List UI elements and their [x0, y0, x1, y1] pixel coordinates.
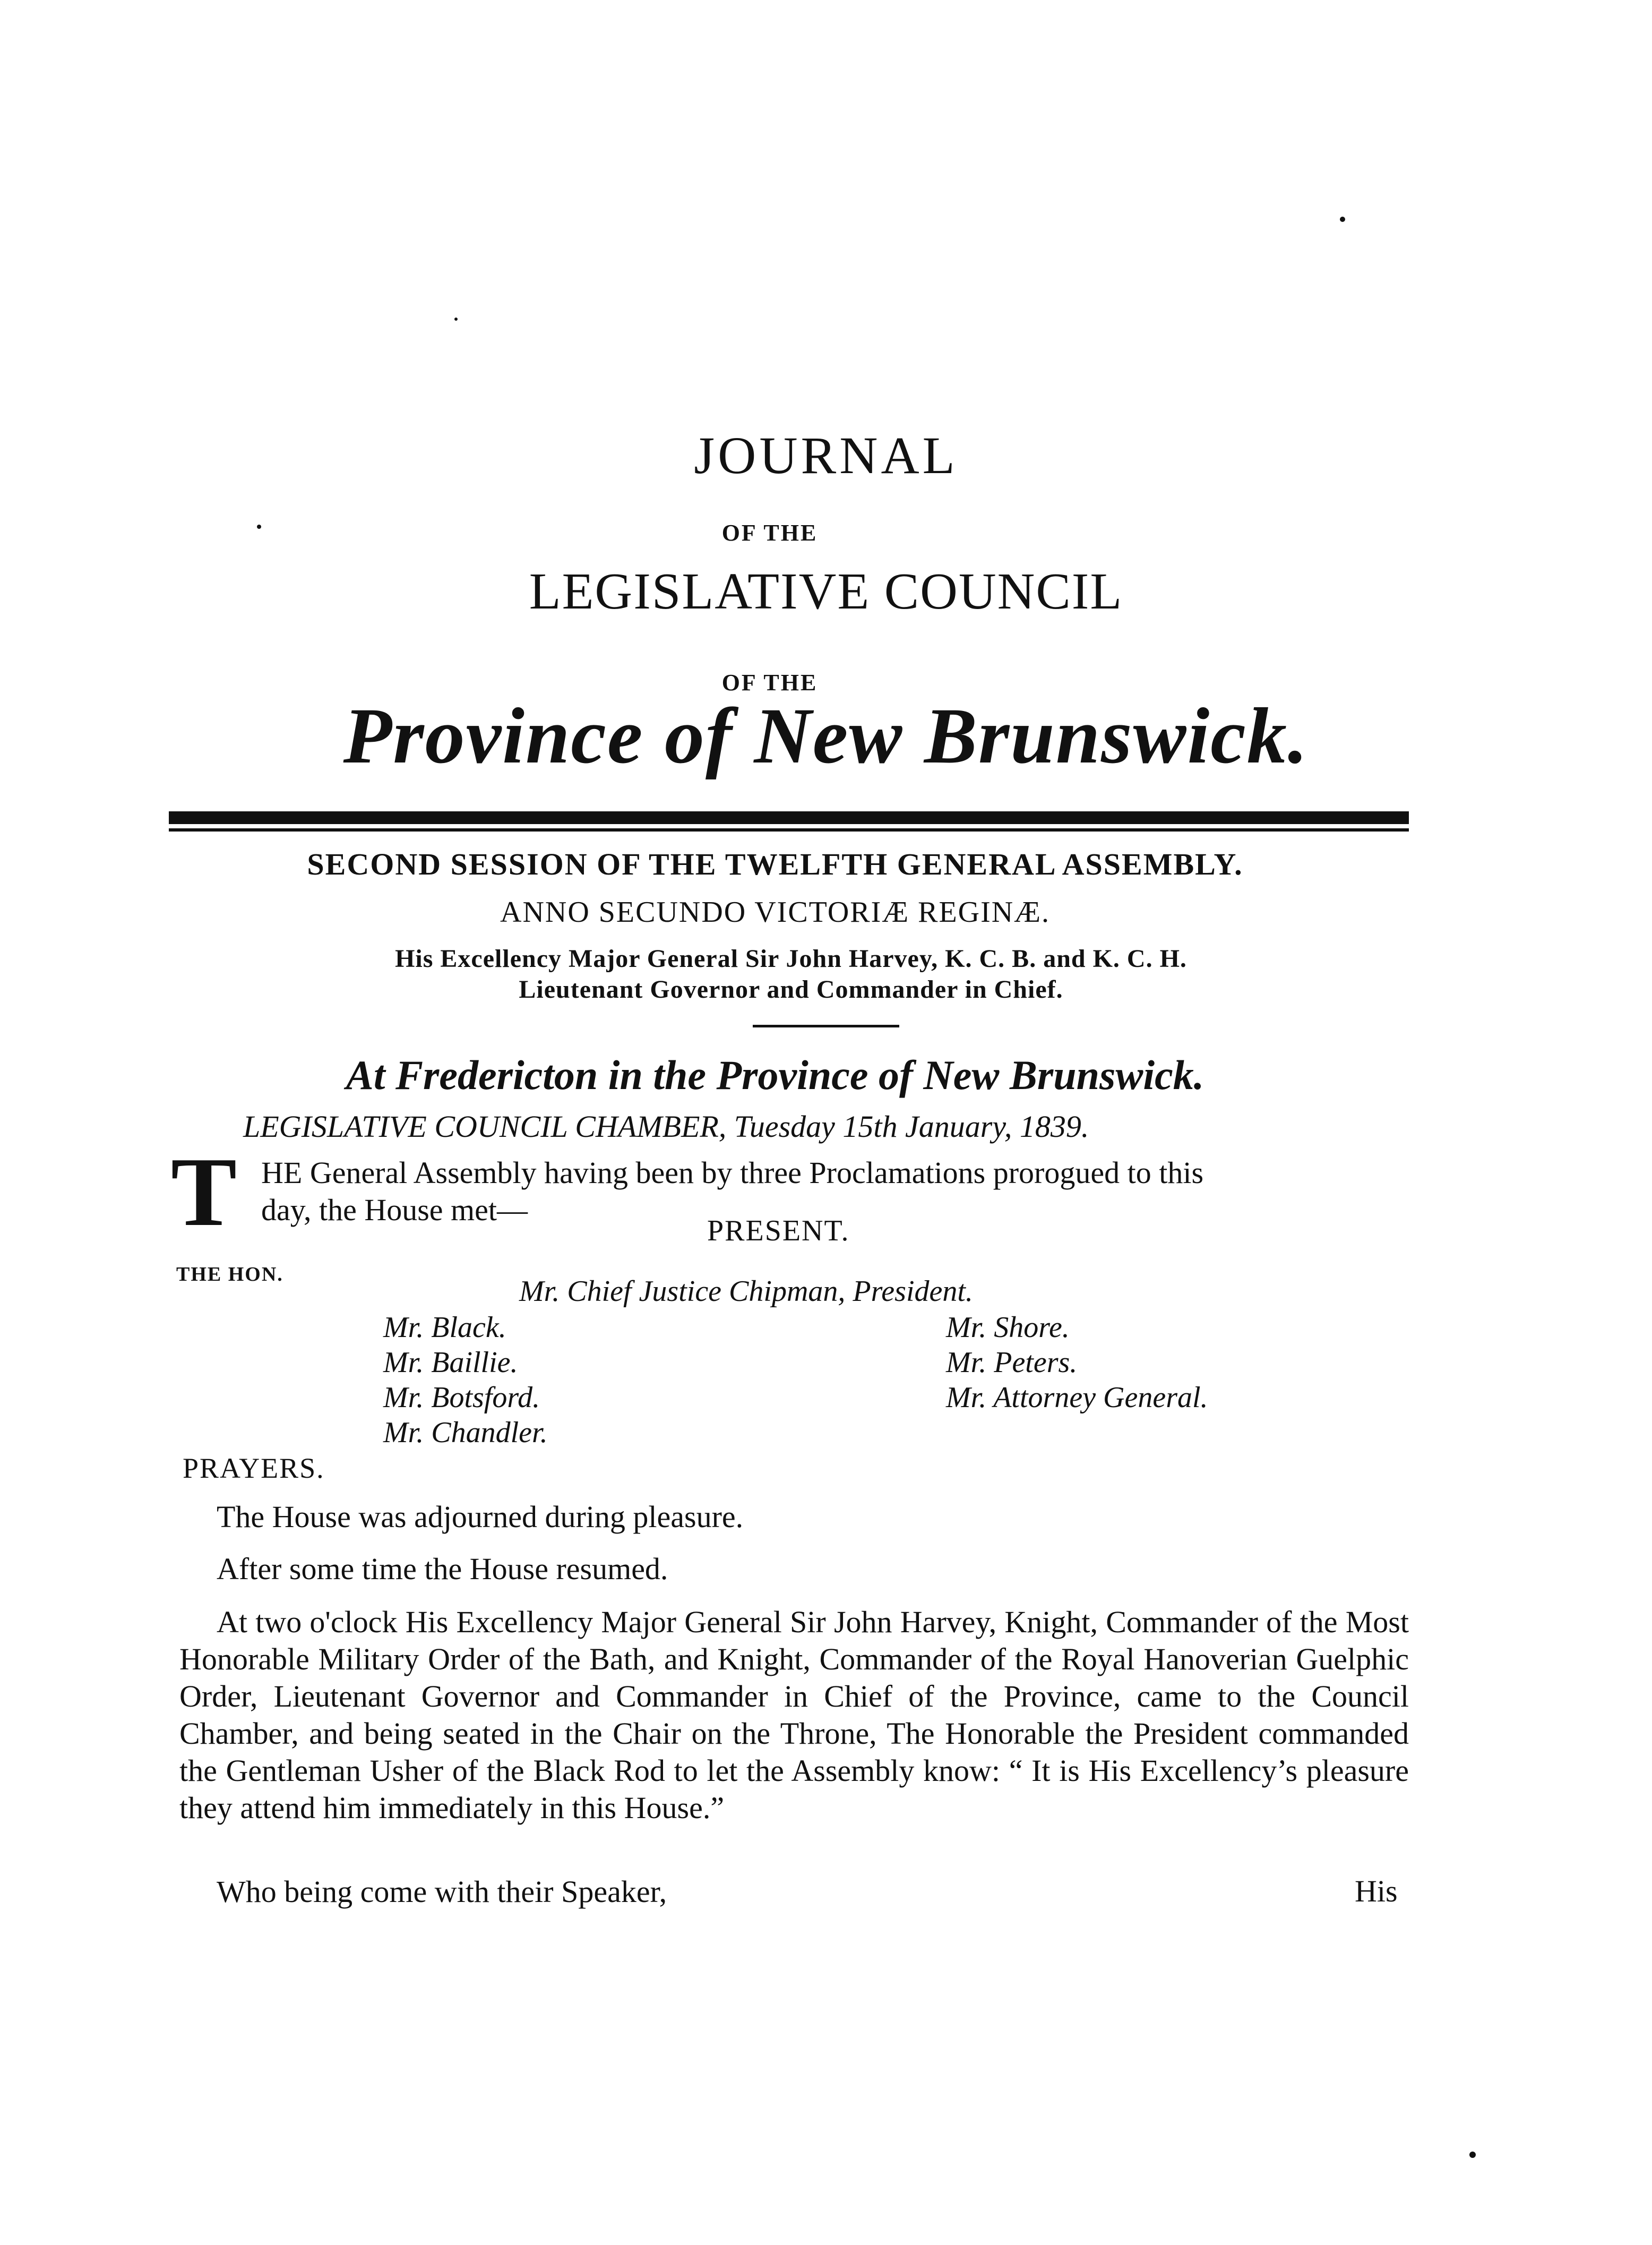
session-heading: SECOND SESSION OF THE TWELFTH GENERAL ASSEMBLY. [307, 847, 1243, 881]
prayers-heading: PRAYERS. [183, 1452, 325, 1484]
opening-line-1: HE General Assembly having been by three Proclamations prorogued to this [261, 1155, 1204, 1190]
drop-cap: T [171, 1137, 237, 1247]
member-name: Mr. Attorney General. [946, 1381, 1208, 1414]
thick-rule [169, 811, 1409, 824]
governor-line-1: His Excellency Major General Sir John Harvey, K. C. B. and K. C. H. [395, 945, 1187, 973]
ink-speck [1340, 217, 1345, 222]
governor-arrival-paragraph: At two o'clock His Excellency Major General Sir John Harvey, Knight, Commander of the Most Honorable Military Order of the Bath, and Knight, Commander of the Royal Hanoverian Guelphic Order, Lieutenant Governor and Commander in Chief of the Province, came to the Council Chamber, and being seated in the Chair on the Throne, The Honorable the President commanded the Gentleman Usher of the Black Rod to let the Assembly know: “ It is His Excellency’s pleasure they attend him immediately in this House.” [179, 1605, 1409, 1825]
place-heading: At Fredericton in the Province of New Brunswick. [346, 1052, 1204, 1098]
member-name: Mr. Peters. [946, 1346, 1078, 1379]
thin-rule [169, 828, 1409, 832]
province-heading: Province of New Brunswick. [343, 692, 1309, 780]
governor-line-2: Lieutenant Governor and Commander in Chief. [519, 975, 1063, 1004]
the-hon-label: THE HON. [176, 1263, 283, 1286]
member-name: Mr. Shore. [946, 1311, 1070, 1344]
member-name: Mr. Chandler. [383, 1416, 548, 1449]
member-name: Mr. Black. [383, 1311, 506, 1344]
speaker-line: Who being come with their Speaker, [217, 1874, 667, 1909]
ink-speck [1469, 2152, 1476, 2158]
adjourned-line: The House was adjourned during pleasure. [217, 1499, 744, 1534]
catchword: His [1355, 1874, 1398, 1908]
present-heading: PRESENT. [707, 1214, 850, 1247]
of-the-label: OF THE [721, 520, 818, 546]
anno-regnal-line: ANNO SECUNDO VICTORIÆ REGINÆ. [500, 896, 1050, 929]
member-name: Mr. Botsford. [383, 1381, 540, 1414]
short-rule [753, 1025, 899, 1027]
opening-line-2: day, the House met— [261, 1193, 528, 1227]
resumed-line: After some time the House resumed. [217, 1552, 668, 1586]
ink-speck [454, 318, 458, 321]
journal-heading: JOURNAL [694, 426, 958, 485]
council-heading: LEGISLATIVE COUNCIL [529, 563, 1123, 620]
member-name: Mr. Baillie. [383, 1346, 518, 1379]
president-name: Mr. Chief Justice Chipman, President. [519, 1275, 973, 1308]
chamber-dateline: LEGISLATIVE COUNCIL CHAMBER, Tuesday 15th January, 1839. [243, 1109, 1089, 1144]
ink-speck [257, 525, 261, 529]
of-the-label-2: OF THE [721, 670, 818, 696]
